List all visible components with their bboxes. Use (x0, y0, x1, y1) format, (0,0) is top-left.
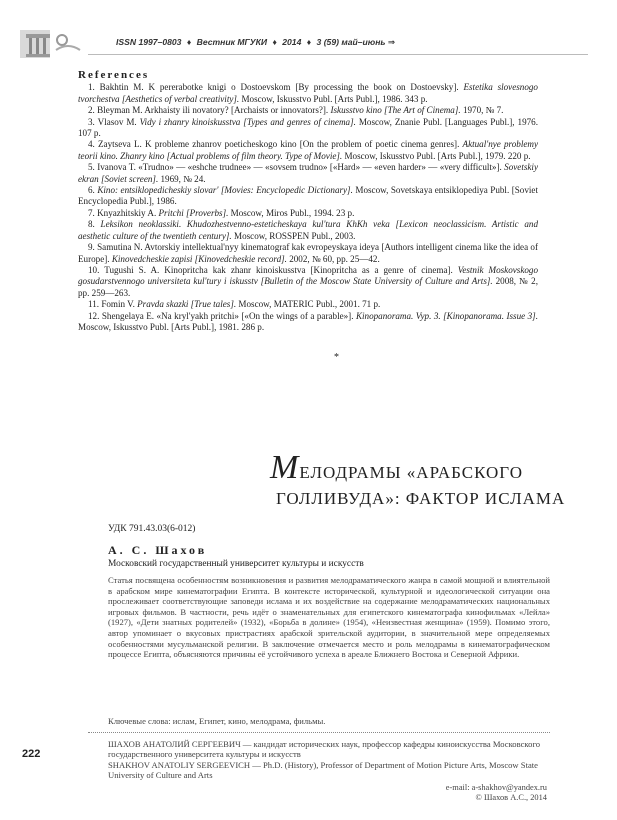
reference-details: Moscow, MATERIC Publ., 2001. 71 p. (236, 299, 381, 310)
author-affiliation: Московский государственный университет культуры и искусств (108, 559, 364, 569)
reference-item (78, 265, 538, 299)
reference-title: Pritchi [Proverbs]. (158, 207, 229, 218)
reference-title: Sovetskiy ekran [Soviet screen]. (78, 162, 538, 184)
reference-title: Kinovedcheskie zapisi [Kinovedcheskie record]. (111, 253, 287, 264)
author-name: А. С. Шахов (108, 543, 208, 557)
reference-text: Ivanova T. «Trudno» — «eshche trudnee» — «sovsem trudno» [«Hard» — «even harder» — «very difficult»]. (97, 162, 505, 173)
journal-name: Вестник МГУКИ (196, 37, 268, 47)
reference-item (78, 105, 538, 116)
references-section (78, 70, 538, 333)
author-bio (108, 739, 550, 781)
reference-number: 5. (88, 162, 95, 173)
header-rule (88, 54, 588, 55)
title-drop-cap: М (270, 449, 300, 486)
reference-number: 4. (88, 139, 95, 150)
reference-title: Iskusstvo kino [The Art of Cinema]. (330, 105, 461, 116)
reference-text: Knyazhitskiy A. (97, 207, 159, 218)
article-title (270, 449, 590, 512)
reference-text: Fomin V. (101, 299, 138, 310)
year: 2014 (282, 37, 302, 47)
reference-item (78, 162, 538, 185)
title-line-1: ЕЛОДРАМЫ «АРАБСКОГО (299, 463, 523, 482)
reference-text: Tugushi S. A. Kinopritcha kak zhanr kinoiskusstva [Kinopritcha as a genre of cinema]. (104, 264, 458, 275)
reference-title: Pravda skazki [True tales]. (137, 299, 237, 310)
copyright: © Шахов А.С., 2014 (475, 793, 547, 802)
reference-item (78, 311, 538, 334)
contact-info (446, 783, 547, 803)
journal-logo-icon (20, 28, 84, 60)
title-line-2: ГОЛЛИВУДА»: ФАКТОР ИСЛАМА (276, 489, 566, 508)
reference-details: Moscow, ROSSPEN Publ., 2003. (231, 230, 356, 241)
reference-text: Zaytseva L. K probleme zhanrov poeticheskogo kino [On the problem of poetic cinema genres]. (98, 139, 463, 150)
reference-title: Kino: entsiklopedicheskiy slovar' [Movies: Encyclopedic Dictionary]. (97, 185, 353, 196)
reference-text: Samutina N. Avtorskiy intellektual'nyy kinematograf kak evropeyskaya ideya [Authors intelligent cinema like the idea of Europe]. (78, 242, 538, 264)
reference-details: 2008, № 2, pp. 259—263. (78, 276, 538, 298)
references-title: References (78, 69, 150, 81)
reference-details: 2002, № 60, pp. 25—42. (286, 253, 380, 264)
issn: ISSN 1997–0803 (116, 37, 182, 47)
udc-code: УДК 791.43.03(6-012) (108, 524, 196, 534)
reference-number: 11. (88, 299, 100, 310)
reference-item (78, 117, 538, 140)
email: e-mail: a-shakhov@yandex.ru (445, 783, 547, 792)
keywords: Ключевые слова: ислам, Египет, кино, мелодрама, фильмы. (108, 716, 326, 726)
reference-details: Moscow, Iskusstvo Publ. [Arts Publ.], 1981. 286 p. (78, 321, 265, 332)
reference-item (78, 82, 538, 105)
page-number: 222 (22, 748, 41, 760)
reference-title: Leksikon neoklassiki. Khudozhestvenno-esteticheskaya kul'tura KhKh veka [Lexicon neoclassicism. Artistic and aesthetic culture of the twentieth century]. (78, 219, 538, 241)
reference-number: 8. (88, 219, 95, 230)
journal-header (20, 28, 600, 64)
dotted-divider (88, 732, 550, 733)
separator-icon: ♦ (186, 37, 192, 47)
reference-text: Vlasov M. (97, 116, 140, 127)
reference-number: 7. (88, 207, 95, 218)
reference-number: 2. (88, 105, 95, 116)
separator-icon: ♦ (306, 37, 312, 47)
reference-title: Kinopanorama. Vyp. 3. [Kinopanorama. Issue 3]. (355, 310, 538, 321)
reference-item (78, 139, 538, 162)
divider-star: * (334, 352, 339, 363)
reference-details: Moscow, Sovetskaya entsiklopediya Publ. [Soviet Encyclopedia Publ.], 1986. (78, 185, 538, 207)
reference-details: Moscow, Iskusstvo Publ. [Arts Publ.], 1986. 343 p. (239, 93, 428, 104)
reference-text: Bakhtin M. K pererabotke knigi o Dostoevskom [By processing the book on Dostoevsky]. (99, 82, 464, 93)
bio-en: SHAKHOV ANATOLIY SERGEEVICH — Ph.D. (History), Professor of Department of Motion Picture Arts, Moscow State University of Culture and Arts (108, 759, 538, 781)
reference-details: Moscow, Znanie Publ. [Languages Publ.], 1976. 107 p. (78, 116, 538, 139)
issue: 3 (59) май–июнь (316, 37, 386, 47)
reference-text: Bleyman M. Arkhaisty ili novatory? [Archaists or innovators?]. (97, 105, 331, 116)
reference-number: 9. (88, 242, 95, 253)
reference-number: 12. (88, 310, 100, 321)
bio-ru: ШАХОВ АНАТОЛИЙ СЕРГЕЕВИЧ — кандидат исторических наук, профессор кафедры киноискусства Московского государственного университета культуры и искусств (108, 739, 541, 760)
reference-title: Aktual'nye problemy teorii kino. Zhanry kino [Actual problems of film theory. Type of Movie]. (78, 139, 538, 161)
reference-details: Moscow, Miros Publ., 1994. 23 p. (228, 207, 355, 218)
reference-details: Moscow, Iskusstvo Publ. [Arts Publ.], 1979. 220 p. (342, 150, 531, 161)
reference-title: Vestnik Moskovskogo gosudarstvennogo universiteta kul'tury i iskusstv [Bulletin of the Moscow State University of Culture and Arts]. (78, 264, 539, 287)
abstract: Статья посвящена особенностям возникновения и развития мелодраматического жанра в самой мощной и влиятельной в арабском мире кинематографии Египта. В контексте исторической, культурной и идеологической ситуации она прослеживает соответствующие заповеди ислама и их воздействие на содержание мелодраматических национальных игровых фильмов. В частности, речь идёт о знаменательных для египетского кинематографа кинофильмах «Лейла» (1927), «Дети знатных родителей» (1932), «Борьба в долине» (1954), «Неизвестная женщина» (1959). Помимо этого, автор упоминает о вкусовых пристрастиях арабской зрительской аудитории, в значительной мере определяемых особенностями мусульманской религии. В заключение отмечается место и роль мелодрамы в кинематографическом процессе Египта, объясняются причины её устойчивого успеха в ареале Ближнего Востока и Северной Африки. (108, 575, 550, 660)
reference-item (78, 208, 538, 219)
separator-icon: ♦ (272, 37, 277, 47)
reference-number: 6. (88, 185, 95, 196)
reference-details: 1970, № 7. (460, 105, 504, 116)
references-list (78, 82, 538, 333)
reference-item (78, 185, 538, 208)
reference-number: 1. (88, 82, 95, 93)
reference-item (78, 299, 538, 310)
reference-number: 10. (88, 264, 100, 275)
reference-item (78, 219, 538, 242)
reference-details: 1969, № 24. (158, 173, 206, 184)
reference-title: Vidy i zhanry kinoiskusstva [Types and genres of cinema]. (139, 116, 356, 127)
arrow-icon: ⇒ (387, 37, 396, 47)
header-text (116, 37, 395, 48)
reference-number: 3. (88, 116, 95, 127)
reference-text: Shengelaya E. «Na kryl'yakh pritchi» [«On the wings of a parable»]. (101, 310, 356, 321)
reference-item (78, 242, 538, 265)
reference-title: Estetika slovesnogo tvorchestva [Aesthetics of verbal creativity]. (78, 82, 538, 104)
